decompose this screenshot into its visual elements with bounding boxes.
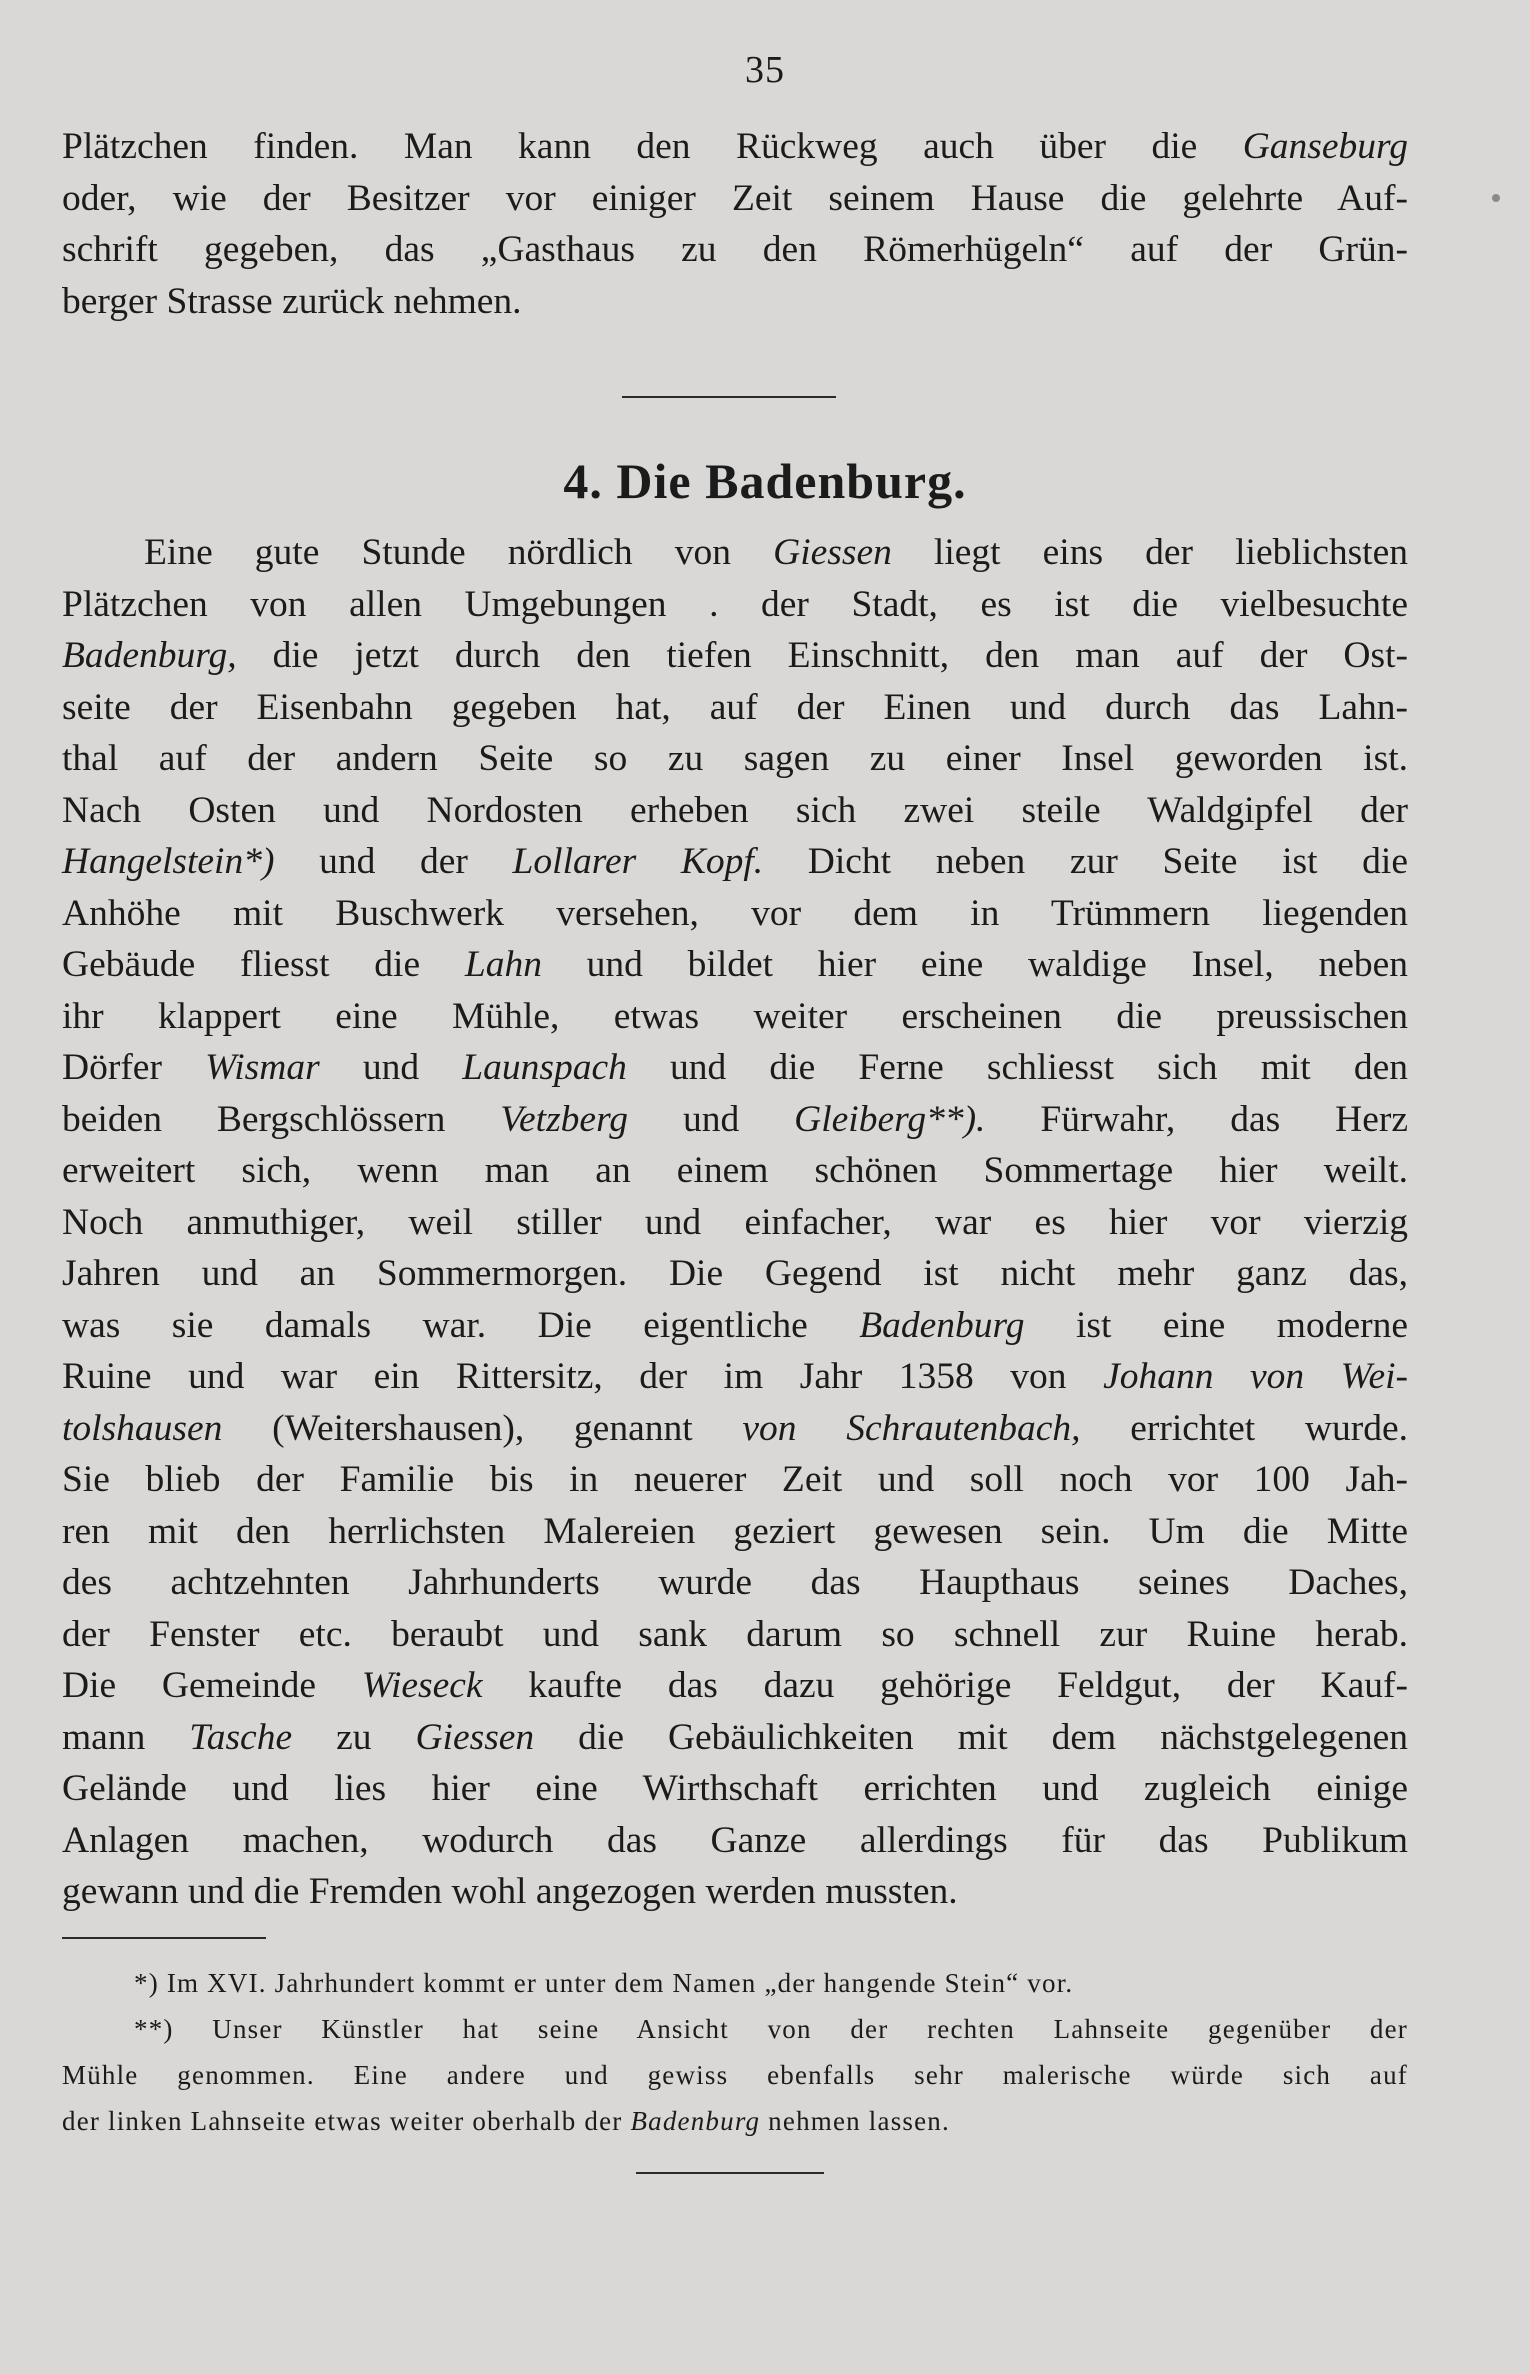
text-line <box>62 224 1408 276</box>
text-run: seite der Eisenbahn gegeben hat, auf der Einen und durch das Lahn- <box>62 686 1408 728</box>
text-run: was sie damals war. Die eigentliche <box>62 1304 860 1346</box>
text-run: kaufte das dazu gehörige Feldgut, der Kauf- <box>482 1665 1408 1706</box>
text-run: erweitert sich, wenn man an einem schönen Sommertage hier weilt. <box>62 1150 1408 1191</box>
text-run: thal auf der andern Seite so zu sagen zu einer Insel geworden ist. <box>62 738 1408 779</box>
text-line <box>62 1403 1408 1455</box>
text-run: berger Strasse zurück nehmen. <box>62 280 522 322</box>
text-run: Vetzberg <box>500 1098 629 1140</box>
text-run: Anhöhe mit Buschwerk versehen, vor dem in Trümmern liegenden <box>62 892 1408 934</box>
text-run: Wismar <box>205 1047 320 1088</box>
text-run: Lollarer Kopf. <box>512 841 764 882</box>
text-run: und der <box>274 841 513 882</box>
section-divider <box>622 396 836 398</box>
text-run: zu <box>292 1716 416 1758</box>
paper-speck <box>1492 194 1500 202</box>
text-line <box>62 121 1408 173</box>
end-rule <box>636 2172 824 2174</box>
text-run: Noch anmuthiger, weil stiller und einfacher, war es hier vor vierzig <box>62 1201 1408 1243</box>
text-line <box>62 1866 1408 1918</box>
text-run: Plätzchen finden. Man kann den Rückweg auch über die <box>62 126 1243 167</box>
page-number: 35 <box>745 49 785 91</box>
intro-paragraph <box>62 121 1408 327</box>
text-run: Anlagen machen, wodurch das Ganze allerdings für das Publikum <box>62 1819 1408 1861</box>
text-run: *) Im XVI. Jahrhundert kommt er unter dem Namen „der hangende Stein“ vor. <box>134 1968 1074 1998</box>
body-paragraph <box>62 527 1408 1918</box>
footnote-rule <box>62 1937 266 1939</box>
text-run: (Weitershausen), genannt <box>222 1407 743 1449</box>
text-line <box>62 1094 1408 1146</box>
text-run: von Schrautenbach, <box>742 1407 1081 1449</box>
text-line <box>62 991 1408 1043</box>
footnote-line <box>62 2006 1408 2052</box>
text-run: der Fenster etc. beraubt und sank darum so schnell zur Ruine herab. <box>62 1613 1408 1655</box>
text-run: gewann und die Fremden wohl angezogen werden mussten. <box>62 1871 958 1912</box>
text-run: Jahren und an Sommermorgen. Die Gegend ist nicht mehr ganz das, <box>62 1253 1408 1294</box>
text-run: Gelände und lies hier eine Wirthschaft errichten und zugleich einige <box>62 1768 1408 1809</box>
text-run: Badenburg <box>859 1304 1025 1346</box>
text-run: ren mit den herrlichsten Malereien geziert gewesen sein. Um die Mitte <box>62 1510 1408 1552</box>
text-line <box>62 579 1408 631</box>
text-line <box>62 888 1408 940</box>
section-heading: 4. Die Badenburg. <box>563 453 967 509</box>
text-run: Fürwahr, das Herz <box>985 1098 1409 1140</box>
text-line <box>62 1300 1408 1352</box>
text-line <box>62 1815 1408 1867</box>
text-line <box>62 1145 1408 1197</box>
text-line <box>62 1351 1408 1403</box>
text-run: oder, wie der Besitzer vor einiger Zeit seinem Hause die gelehrte Auf- <box>62 177 1408 219</box>
text-run: die Gebäulichkeiten mit dem nächstgelegenen <box>534 1716 1408 1758</box>
text-line <box>62 1557 1408 1609</box>
text-line <box>62 1248 1408 1300</box>
text-line <box>62 1454 1408 1506</box>
text-line <box>62 733 1408 785</box>
text-run: Eine gute Stunde nördlich von <box>144 532 774 573</box>
text-run: Johann von Wei- <box>1103 1356 1408 1397</box>
footnotes <box>62 1960 1408 2144</box>
text-run: Giessen <box>415 1716 535 1758</box>
footnote-line <box>62 2052 1408 2098</box>
text-line <box>62 682 1408 734</box>
text-run: ihr klappert eine Mühle, etwas weiter erscheinen die preussischen <box>62 995 1408 1037</box>
text-run: Plätzchen von allen Umgebungen . der Stadt, es ist die vielbesuchte <box>62 583 1408 625</box>
text-line <box>62 1042 1408 1094</box>
text-run: Die Gemeinde <box>62 1665 362 1706</box>
text-run: Badenburg, <box>62 635 237 676</box>
text-line <box>62 1660 1408 1712</box>
text-line <box>62 1506 1408 1558</box>
text-run: errichtet wurde. <box>1080 1407 1408 1449</box>
footnote-line <box>62 1960 1408 2006</box>
text-run: nehmen lassen. <box>760 2106 950 2136</box>
text-run: Giessen <box>773 532 892 573</box>
text-run: Tasche <box>189 1716 293 1758</box>
text-line <box>62 836 1408 888</box>
text-run: Nach Osten und Nordosten erheben sich zwei steile Waldgipfel der <box>62 789 1408 831</box>
text-line <box>62 1763 1408 1815</box>
text-run: Sie blieb der Familie bis in neuerer Zeit und soll noch vor 100 Jah- <box>62 1459 1408 1500</box>
text-run: Badenburg <box>630 2106 761 2136</box>
text-run: Gleiberg**). <box>794 1098 986 1140</box>
text-run: Mühle genommen. Eine andere und gewiss ebenfalls sehr malerische würde sich auf <box>62 2060 1408 2090</box>
text-run: schrift gegeben, das „Gasthaus zu den Römerhügeln“ auf der Grün- <box>62 229 1408 270</box>
text-run: und <box>628 1098 795 1140</box>
text-run: tolshausen <box>62 1407 223 1449</box>
text-line <box>62 276 1408 328</box>
text-run: und <box>319 1047 463 1088</box>
text-run: Ruine und war ein Rittersitz, der im Jahr 1358 von <box>62 1356 1104 1397</box>
text-run: beiden Bergschlössern <box>62 1098 501 1140</box>
text-run: **) Unser Künstler hat seine Ansicht von der rechten Lahnseite gegenüber der <box>134 2014 1408 2044</box>
text-run: mann <box>62 1716 190 1758</box>
text-run: Dicht neben zur Seite ist die <box>763 841 1408 882</box>
text-line <box>62 939 1408 991</box>
text-run: Lahn <box>464 944 542 985</box>
text-line <box>62 1609 1408 1661</box>
text-line <box>62 527 1408 579</box>
text-run: Dörfer <box>62 1047 206 1088</box>
text-run: der linken Lahnseite etwas weiter oberhalb der <box>62 2106 631 2136</box>
text-run: Gebäude fliesst die <box>62 944 465 985</box>
text-run: ist eine moderne <box>1024 1304 1408 1346</box>
text-run: und bildet hier eine waldige Insel, neben <box>541 944 1408 985</box>
text-run: Launspach <box>462 1047 627 1088</box>
text-run: Ganseburg <box>1242 126 1408 167</box>
text-run: Wieseck <box>361 1665 483 1706</box>
text-run: und die Ferne schliesst sich mit den <box>626 1047 1408 1088</box>
footnote-line <box>62 2098 1408 2144</box>
text-run: liegt eins der lieblichsten <box>891 532 1408 573</box>
text-run: Hangelstein*) <box>62 841 275 882</box>
text-line <box>62 630 1408 682</box>
text-line <box>62 1197 1408 1249</box>
text-line <box>62 173 1408 225</box>
text-run: die jetzt durch den tiefen Einschnitt, den man auf der Ost- <box>236 635 1408 676</box>
text-run: des achtzehnten Jahrhunderts wurde das Haupthaus seines Daches, <box>62 1562 1408 1603</box>
text-line <box>62 785 1408 837</box>
text-line <box>62 1712 1408 1764</box>
